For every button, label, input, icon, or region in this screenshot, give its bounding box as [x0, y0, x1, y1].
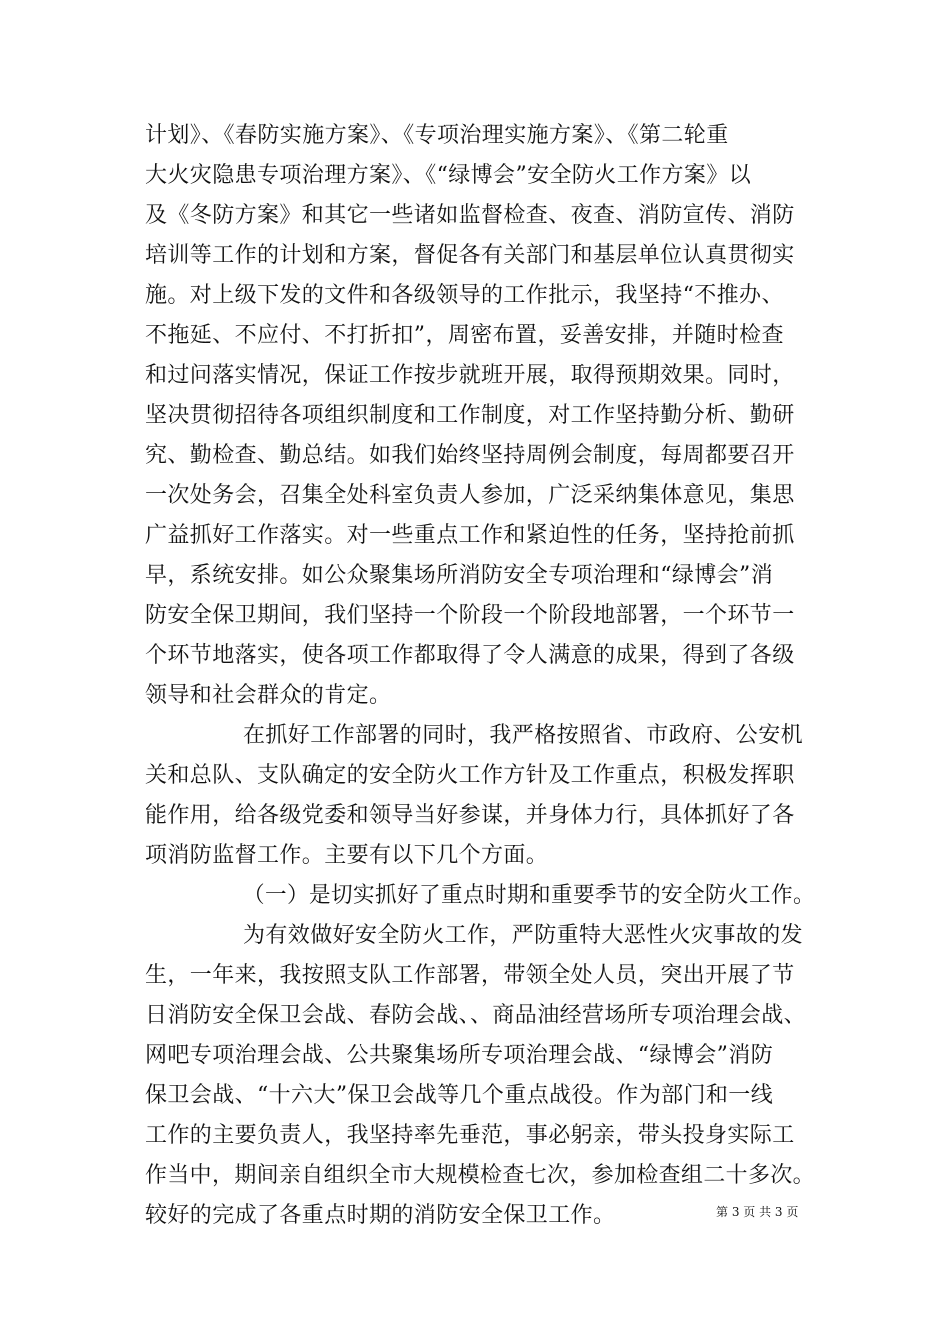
- text-line: 施。对上级下发的文件和各级领导的工作批示，我坚持“不推办、: [145, 283, 784, 308]
- section-heading: （一）是切实抓好了重点时期和重要季节的安全防火工作。: [243, 883, 815, 908]
- text-line: 究、勤检查、勤总结。如我们始终坚持周例会制度，每周都要召开: [145, 443, 795, 468]
- text-line: 大火灾隐患专项治理方案》、《“绿博会”安全防火工作方案》以: [145, 163, 752, 188]
- text-line: 一次处务会，召集全处科室负责人参加，广泛采纳集体意见，集思: [145, 483, 795, 508]
- text-line: 较好的完成了各重点时期的消防安全保卫工作。: [145, 1203, 616, 1228]
- text-line: 领导和社会群众的肯定。: [145, 683, 392, 708]
- text-line: 保卫会战、“十六大”保卫会战等几个重点战役。作为部门和一线: [145, 1083, 774, 1108]
- text-line: 关和总队、支队确定的安全防火工作方针及工作重点，积极发挥职: [145, 763, 795, 788]
- text-line: 早，系统安排。如公众聚集场所消防安全专项治理和“绿博会”消: [145, 563, 774, 588]
- text-line: 工作的主要负责人，我坚持率先垂范，事必躬亲，带头投身实际工: [145, 1123, 795, 1148]
- text-line: 及《冬防方案》和其它一些诸如监督检查、夜查、消防宣传、消防: [145, 203, 795, 228]
- page-number: 第 3 页 共 3 页: [716, 1205, 799, 1219]
- text-line: 防安全保卫期间，我们坚持一个阶段一个阶段地部署，一个环节一: [145, 603, 795, 628]
- text-line: 培训等工作的计划和方案，督促各有关部门和基层单位认真贯彻实: [145, 243, 795, 268]
- text-line: 坚决贯彻招待各项组织制度和工作制度，对工作坚持勤分析、勤研: [145, 403, 795, 428]
- text-line: 能作用，给各级党委和领导当好参谋，并身体力行，具体抓好了各: [145, 803, 795, 828]
- text-line: 为有效做好安全防火工作，严防重特大恶性火灾事故的发: [243, 923, 804, 948]
- text-line: 广益抓好工作落实。对一些重点工作和紧迫性的任务，坚持抢前抓: [145, 523, 795, 548]
- text-line: 网吧专项治理会战、公共聚集场所专项治理会战、“绿博会”消防: [145, 1043, 774, 1068]
- text-line: 不拖延、不应付、不打折扣”，周密布置，妥善安排，并随时检查: [145, 323, 784, 348]
- text-line: 项消防监督工作。主要有以下几个方面。: [145, 843, 549, 868]
- text-line: 作当中，期间亲自组织全市大规模检查七次，参加检查组二十多次。: [145, 1163, 815, 1188]
- text-line: 日消防安全保卫会战、春防会战、、商品油经营场所专项治理会战、: [145, 1003, 807, 1028]
- text-line: 计划》、《春防实施方案》、《专项治理实施方案》、《第二轮重: [145, 123, 729, 148]
- text-line: 在抓好工作部署的同时，我严格按照省、市政府、公安机: [243, 723, 804, 748]
- text-line: 和过问落实情况，保证工作按步就班开展，取得预期效果。同时，: [145, 363, 795, 388]
- text-line: 生，一年来，我按照支队工作部署，带领全处人员，突出开展了节: [145, 963, 795, 988]
- text-line: 个环节地落实，使各项工作都取得了令人满意的成果，得到了各级: [145, 643, 795, 668]
